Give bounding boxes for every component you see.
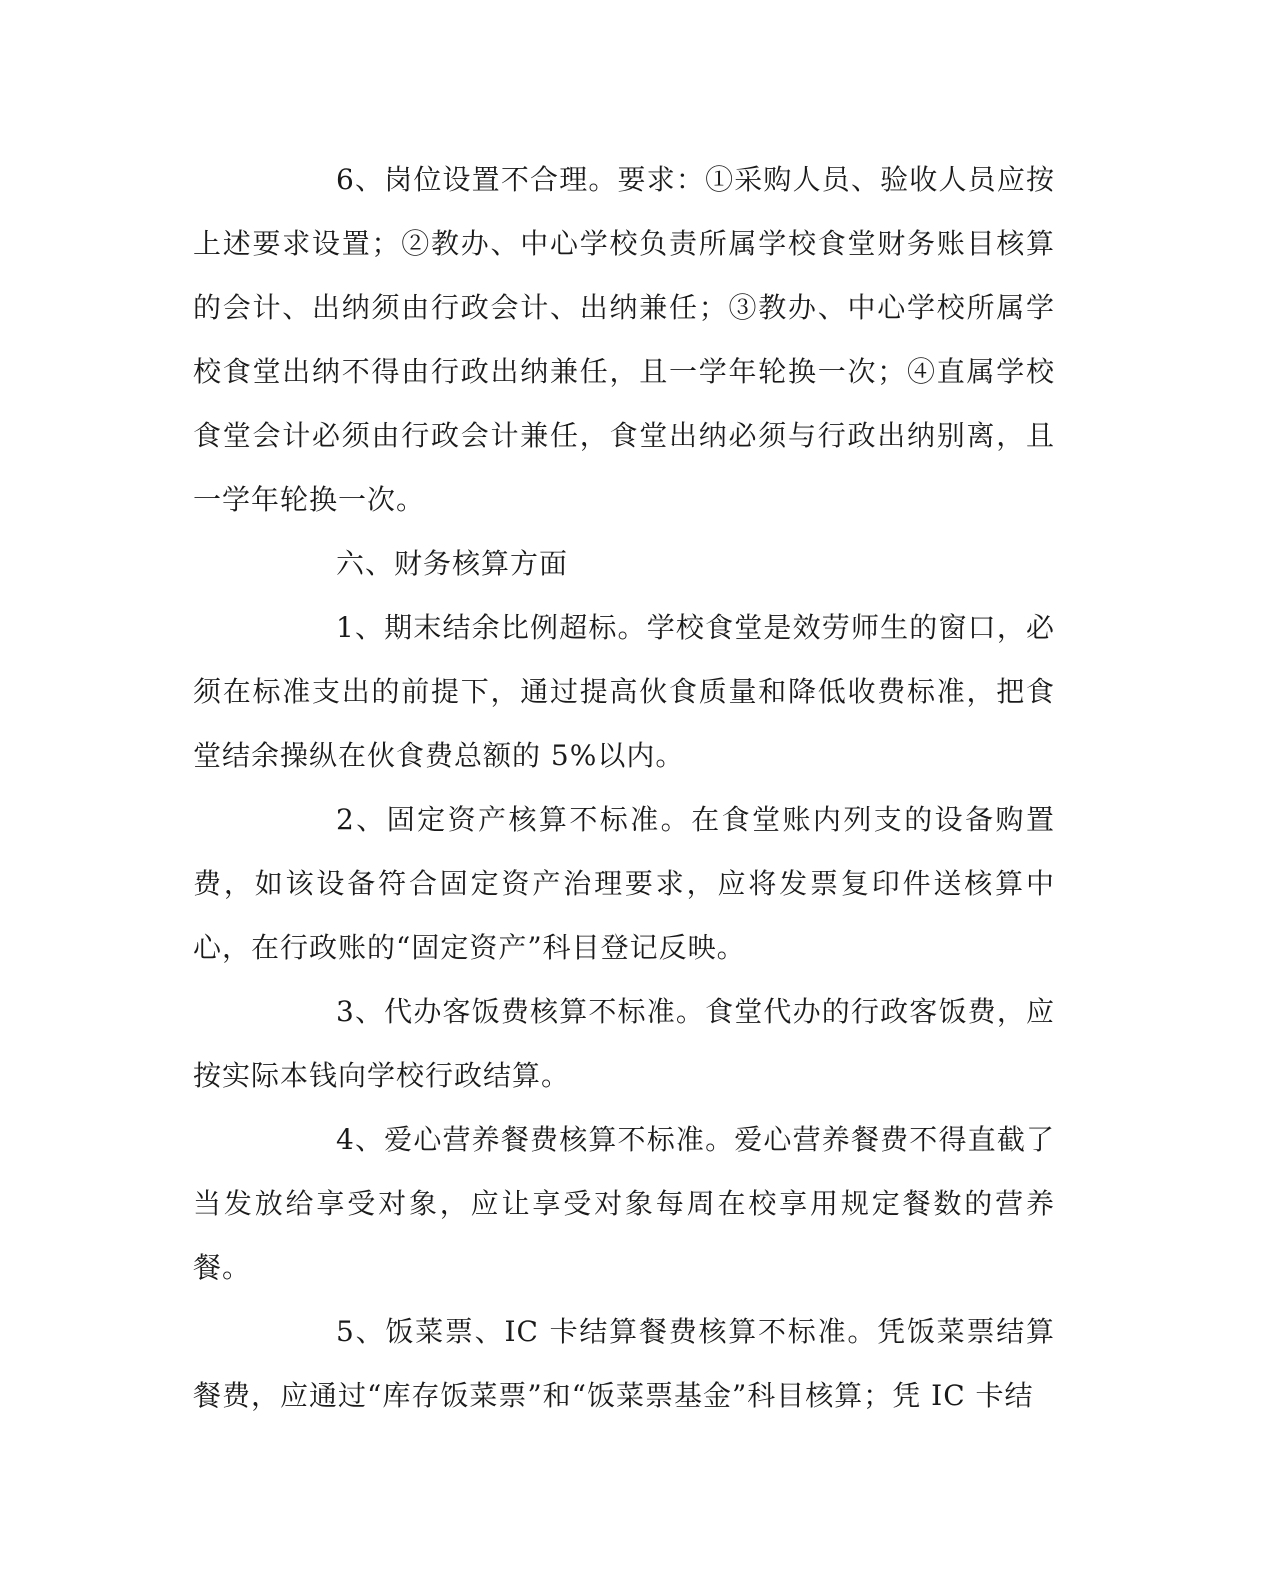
section-heading-financial-accounting: 六、财务核算方面	[336, 547, 569, 580]
paragraph-post-setup: 6、岗位设置不合理。要求：①采购人员、验收人员应按上述要求设置；②教办、中心学校负责所属学校食堂财务账目核算的会计、出纳须由行政会计、出纳兼任；③教办、中心学校所属学校食堂出纳不得由行政出纳兼任，且一学年轮换一次；④直属学校食堂会计必须由行政会计兼任，食堂出纳必须与行政出纳别离，且一学年轮换一次。	[193, 163, 1055, 516]
paragraph-guest-meals: 3、代办客饭费核算不标准。食堂代办的行政客饭费，应按实际本钱向学校行政结算。	[193, 995, 1055, 1092]
document-body	[193, 148, 1055, 1428]
paragraph-fixed-assets: 2、固定资产核算不标准。在食堂账内列支的设备购置费，如该设备符合固定资产治理要求，应将发票复印件送核算中心，在行政账的“固定资产”科目登记反映。	[193, 803, 1055, 964]
paragraph-meal-tickets: 5、饭菜票、IC 卡结算餐费核算不标准。凭饭菜票结算餐费，应通过“库存饭菜票”和“饭菜票基金”科目核算；凭 IC 卡结	[193, 1315, 1055, 1412]
paragraph-ending-balance: 1、期末结余比例超标。学校食堂是效劳师生的窗口，必须在标准支出的前提下，通过提高伙食质量和降低收费标准，把食堂结余操纵在伙食费总额的 5%以内。	[193, 611, 1055, 772]
paragraph-nutrition-meals: 4、爱心营养餐费核算不标准。爱心营养餐费不得直截了当发放给享受对象，应让享受对象每周在校享用规定餐数的营养餐。	[193, 1123, 1055, 1284]
